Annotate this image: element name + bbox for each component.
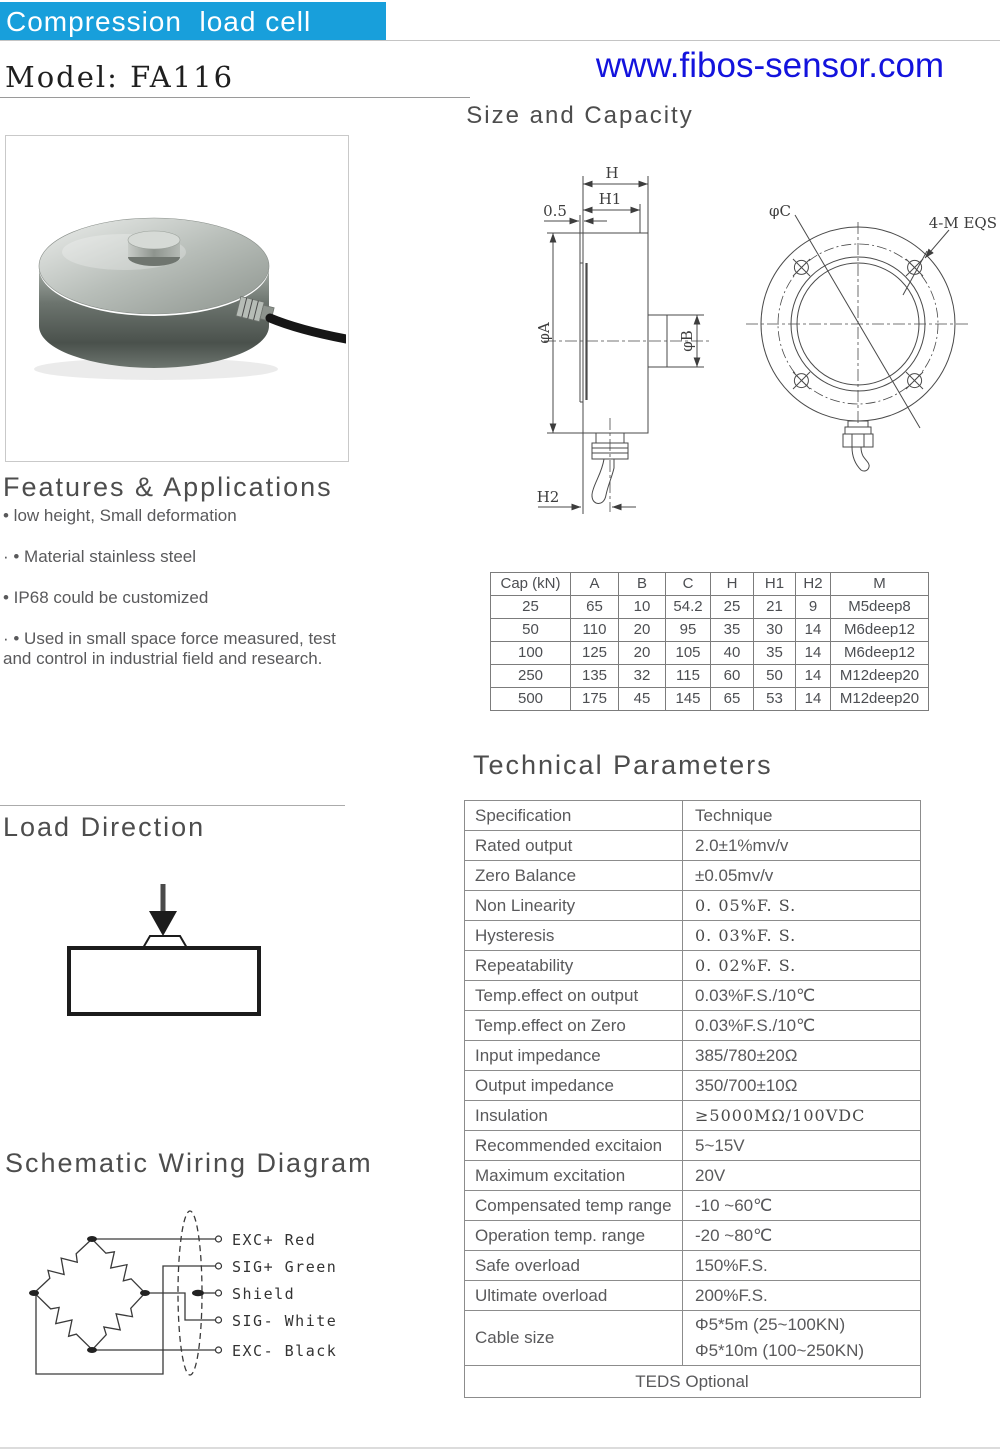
load-direction-divider (0, 805, 345, 806)
capacity-cell: 95 (666, 619, 711, 642)
tech-param-value: Technique (683, 801, 921, 831)
capacity-cell: 50 (491, 619, 571, 642)
tech-param-value: Φ5*5m (25~100KN) Φ5*10m (100~250KN) (683, 1311, 921, 1366)
capacity-row (491, 596, 929, 619)
cable (270, 318, 346, 339)
load-arrow (149, 911, 177, 936)
tech-param-row (465, 861, 921, 891)
capacity-header-cell: H2 (796, 573, 831, 596)
load-direction-title: Load Direction (3, 812, 206, 842)
bridge-node (87, 1347, 97, 1353)
title-banner (0, 2, 386, 40)
capacity-cell: 20 (619, 642, 666, 665)
tech-param-spec: Repeatability (465, 951, 683, 981)
tech-param-spec: Zero Balance (465, 861, 683, 891)
wire-label-shield: Shield (232, 1285, 296, 1303)
terminal (216, 1236, 222, 1242)
capacity-cell: 110 (571, 619, 619, 642)
capacity-cell: 14 (796, 642, 831, 665)
capacity-cell: M5deep8 (831, 596, 929, 619)
tech-params-table (464, 800, 921, 1398)
tech-param-row (465, 1161, 921, 1191)
tech-param-spec: Ultimate overload (465, 1281, 683, 1311)
tech-param-row (465, 1311, 921, 1366)
capacity-cell: M12deep20 (831, 665, 929, 688)
bridge-node (87, 1236, 97, 1242)
dim-label-h2: H2 (536, 488, 560, 506)
tech-param-value: 385/780±20Ω (683, 1041, 921, 1071)
dim-label-dia-a: φA (535, 322, 553, 344)
tech-param-row (465, 1131, 921, 1161)
tech-param-value: 0. 02%F. S. (683, 951, 921, 981)
dim-label-mounting: 4-M EQS (928, 214, 997, 232)
capacity-cell: 135 (571, 665, 619, 688)
website-link[interactable]: www.fibos-sensor.com (595, 46, 945, 85)
tech-param-row (465, 1041, 921, 1071)
tech-param-spec: Non Linearity (465, 891, 683, 921)
tech-param-spec: Recommended excitaion (465, 1131, 683, 1161)
tech-param-value: 150%F.S. (683, 1251, 921, 1281)
tech-param-row (465, 921, 921, 951)
tech-param-footer-row (465, 1366, 921, 1398)
capacity-cell: M6deep12 (831, 619, 929, 642)
capacity-cell: 105 (666, 642, 711, 665)
features-title: Features & Applications (3, 472, 333, 502)
capacity-cell: 14 (796, 619, 831, 642)
tech-param-value: 0.03%F.S./10℃ (683, 1011, 921, 1041)
capacity-row (491, 642, 929, 665)
capacity-cell: 115 (666, 665, 711, 688)
tech-param-value: 0. 05%F. S. (683, 891, 921, 921)
terminal (216, 1263, 222, 1269)
capacity-cell: 500 (491, 688, 571, 711)
terminal (216, 1347, 222, 1353)
features-list (3, 506, 348, 690)
tech-param-spec: Specification (465, 801, 683, 831)
bridge-node (29, 1290, 39, 1296)
load-cell-outline (69, 948, 259, 1014)
capacity-header-cell: C (666, 573, 711, 596)
tech-param-spec: Output impedance (465, 1071, 683, 1101)
tech-param-spec: Temp.effect on Zero (465, 1011, 683, 1041)
tech-param-value: ≥5000MΩ/100VDC (683, 1101, 921, 1131)
product-photo-frame (5, 135, 349, 462)
capacity-cell: 125 (571, 642, 619, 665)
model-label: Model: FA116 (5, 60, 235, 94)
feature-item: · • Material stainless steel (3, 547, 197, 566)
capacity-cell: 40 (711, 642, 754, 665)
capacity-table-body (491, 573, 929, 711)
tech-param-value: ±0.05mv/v (683, 861, 921, 891)
capacity-cell: 35 (754, 642, 796, 665)
wire-label-exc-plus: EXC+ Red (232, 1231, 317, 1249)
feature-item: · • Used in small space force measured, test and control in industrial field and research. (3, 629, 336, 668)
capacity-table (490, 572, 929, 711)
wire-label-sig-plus: SIG+ Green (232, 1258, 338, 1276)
tech-param-spec: Insulation (465, 1101, 683, 1131)
capacity-header-row (491, 573, 929, 596)
tech-param-row (465, 891, 921, 921)
capacity-cell: 250 (491, 665, 571, 688)
capacity-header-cell: Cap (kN) (491, 573, 571, 596)
capacity-cell: 50 (754, 665, 796, 688)
capacity-cell: 10 (619, 596, 666, 619)
capacity-cell: 32 (619, 665, 666, 688)
tech-param-spec: Cable size (465, 1311, 683, 1366)
tech-param-spec: Rated output (465, 831, 683, 861)
side-view-drawing (470, 145, 740, 540)
capacity-cell: 53 (754, 688, 796, 711)
tech-param-value: 2.0±1%mv/v (683, 831, 921, 861)
capacity-cell: 35 (711, 619, 754, 642)
header-divider (0, 40, 1000, 41)
capacity-cell: 14 (796, 688, 831, 711)
tech-param-row (465, 1101, 921, 1131)
resistor (87, 1288, 150, 1355)
capacity-cell: 60 (711, 665, 754, 688)
dim-label-h: H (605, 164, 619, 182)
tech-params-table-body (465, 801, 921, 1398)
capacity-cell: 25 (711, 596, 754, 619)
capacity-cell: 14 (796, 665, 831, 688)
capacity-header-cell: H (711, 573, 754, 596)
dim-label-h1: H1 (598, 190, 622, 208)
tech-param-spec: Safe overload (465, 1251, 683, 1281)
page-bottom-divider (0, 1447, 1000, 1449)
tech-param-row (465, 1071, 921, 1101)
capacity-header-cell: B (619, 573, 666, 596)
page-title: Compression load cell (6, 6, 312, 37)
capacity-cell: 30 (754, 619, 796, 642)
tech-param-value: -10 ~60℃ (683, 1191, 921, 1221)
tech-param-value: 0.03%F.S./10℃ (683, 981, 921, 1011)
capacity-row (491, 665, 929, 688)
load-direction-diagram (50, 870, 290, 1030)
capacity-cell: 100 (491, 642, 571, 665)
terminal (216, 1290, 222, 1296)
wire-label-exc-minus: EXC- Black (232, 1342, 338, 1360)
capacity-cell: 21 (754, 596, 796, 619)
top-view-drawing (740, 185, 1000, 515)
capacity-cell: 9 (796, 596, 831, 619)
bridge-node (140, 1290, 150, 1296)
capacity-cell: M6deep12 (831, 642, 929, 665)
tech-param-row (465, 1191, 921, 1221)
wiring-title: Schematic Wiring Diagram (5, 1148, 373, 1178)
product-photo (6, 136, 346, 459)
capacity-row (491, 619, 929, 642)
tech-param-spec: Temp.effect on output (465, 981, 683, 1011)
capacity-cell: 65 (711, 688, 754, 711)
tech-param-spec: Compensated temp range (465, 1191, 683, 1221)
capacity-cell: 25 (491, 596, 571, 619)
tech-param-spec: Hysteresis (465, 921, 683, 951)
tech-param-spec: Operation temp. range (465, 1221, 683, 1251)
capacity-cell: M12deep20 (831, 688, 929, 711)
tech-param-row (465, 1281, 921, 1311)
wiring-diagram (20, 1190, 350, 1390)
capacity-cell: 175 (571, 688, 619, 711)
resistor (31, 1289, 96, 1354)
dim-label-offset: 0.5 (543, 202, 567, 220)
terminal (216, 1317, 222, 1323)
capacity-header-cell: M (831, 573, 929, 596)
tech-param-row (465, 951, 921, 981)
capacity-cell: 54.2 (666, 596, 711, 619)
tech-param-row (465, 1011, 921, 1041)
feature-item: • IP68 could be customized (3, 588, 209, 607)
tech-param-value: 20V (683, 1161, 921, 1191)
capacity-cell: 65 (571, 596, 619, 619)
tech-param-row (465, 831, 921, 861)
shield-connection (192, 1290, 204, 1296)
capacity-header-cell: H1 (754, 573, 796, 596)
dim-label-dia-c: φC (769, 202, 791, 220)
capacity-cell: 45 (619, 688, 666, 711)
teds-optional-cell: TEDS Optional (465, 1366, 921, 1398)
tech-params-title: Technical Parameters (473, 750, 773, 780)
tech-param-value: 350/700±10Ω (683, 1071, 921, 1101)
tech-param-value: 5~15V (683, 1131, 921, 1161)
capacity-cell: 20 (619, 619, 666, 642)
load-button-top (128, 231, 180, 249)
tech-param-row (465, 1251, 921, 1281)
model-divider (0, 97, 470, 98)
tech-param-value: 200%F.S. (683, 1281, 921, 1311)
size-capacity-title: Size and Capacity (466, 102, 694, 129)
capacity-row (491, 688, 929, 711)
feature-item: • low height, Small deformation (3, 506, 237, 525)
wire-label-sig-minus: SIG- White (232, 1312, 338, 1330)
tech-param-spec: Maximum excitation (465, 1161, 683, 1191)
tech-param-row (465, 981, 921, 1011)
tech-param-row (465, 1221, 921, 1251)
tech-param-value: -20 ~80℃ (683, 1221, 921, 1251)
resistor (86, 1233, 151, 1298)
capacity-header-cell: A (571, 573, 619, 596)
tech-param-row (465, 801, 921, 831)
capacity-cell: 145 (666, 688, 711, 711)
tech-param-spec: Input impedance (465, 1041, 683, 1071)
tech-param-value: 0. 03%F. S. (683, 921, 921, 951)
resistor (30, 1234, 97, 1297)
dim-label-dia-b: φB (678, 330, 696, 352)
